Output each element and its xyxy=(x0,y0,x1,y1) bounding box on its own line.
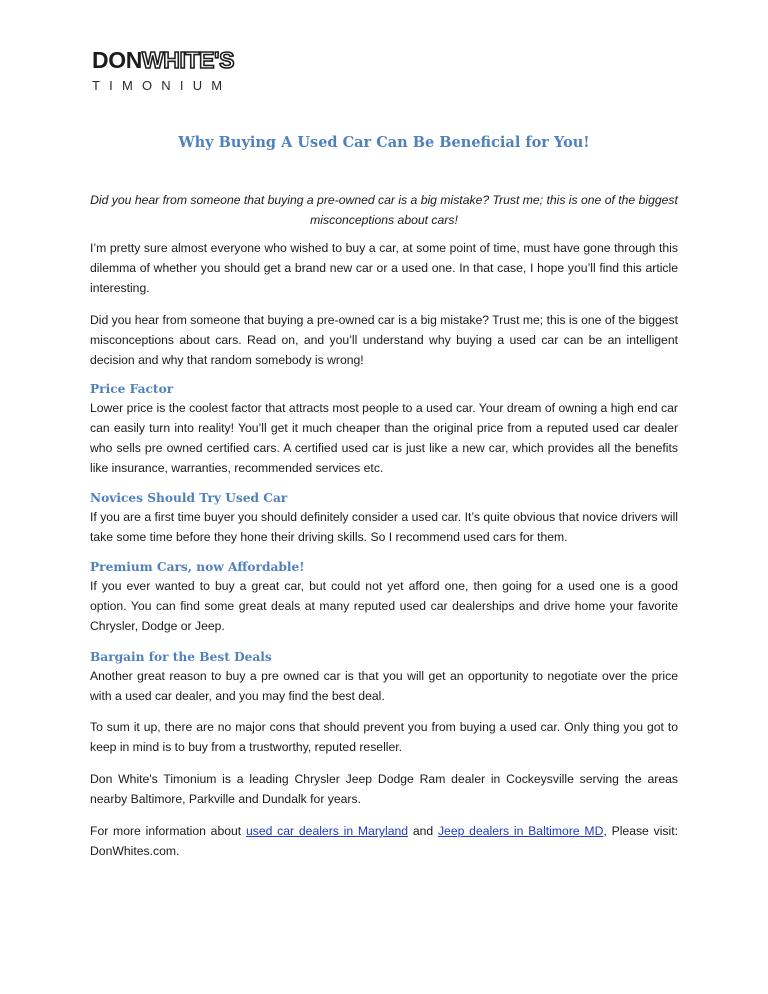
paragraph-about-dealer: Don White's Timonium is a leading Chrysler Jeep Dodge Ram dealer in Cockeysville serving the areas nearby Baltimore, Parkville and Dundalk for years. xyxy=(90,772,678,806)
more-info-suffix: , Please visit: DonWhites.com. xyxy=(90,824,678,858)
heading-price-factor: Price Factor xyxy=(90,382,174,396)
paragraph-bargain: Another great reason to buy a pre owned car is that you will get an opportunity to negotiate over the price with a used car dealer, and you may find the best deal. xyxy=(90,669,678,703)
don-whites-timonium-logo xyxy=(92,46,252,102)
logo-don-text: DON xyxy=(92,47,142,73)
intro-paragraph: Did you hear from someone that buying a pre-owned car is a big mistake? Trust me; this is one of the biggest misconceptions about cars! xyxy=(90,193,678,227)
heading-bargain: Bargain for the Best Deals xyxy=(90,650,272,664)
paragraph-misconception: Did you hear from someone that buying a pre-owned car is a big mistake? Trust me; this is one of the biggest misconceptions about cars. Read on, and you’ll understand why buying a used car can be an intelligent decision and why that random somebody is wrong! xyxy=(90,313,679,367)
heading-novices: Novices Should Try Used Car xyxy=(90,491,288,505)
more-info-middle: and xyxy=(408,824,438,838)
logo-wordmark xyxy=(92,46,252,74)
article-title: Why Buying A Used Car Can Be Beneficial for You! xyxy=(178,134,590,151)
link-jeep-dealers-baltimore[interactable]: Jeep dealers in Baltimore MD xyxy=(437,824,604,838)
paragraph-more-info xyxy=(90,822,678,862)
paragraph-intro-dilemma: I’m pretty sure almost everyone who wished to buy a car, at some point of time, must have gone through this dilemma of whether you should get a brand new car or a used one. In that case, I hope you’ll find this article interesting. xyxy=(90,241,678,295)
link-used-car-dealers-maryland[interactable]: used car dealers in Maryland xyxy=(245,824,409,838)
paragraph-price-factor: Lower price is the coolest factor that attracts most people to a used car. Your dream of owning a high end car can easily turn into reality! You’ll get it much cheaper than the original price from a reputed used car dealer who sells pre owned certified cars. A certified used car is just like a new car, which provides all the benefits like insurance, warranties, recommended services etc. xyxy=(90,401,678,475)
logo-whites-text: WHITE'S xyxy=(141,47,235,73)
paragraph-conclusion: To sum it up, there are no major cons that should prevent you from buying a used car. Only thing you got to keep in mind is to buy from a trustworthy, reputed reseller. xyxy=(90,720,678,754)
heading-premium-cars: Premium Cars, now Affordable! xyxy=(90,560,305,574)
more-info-prefix: For more information about xyxy=(90,824,246,838)
paragraph-novices: If you are a first time buyer you should definitely consider a used car. It’s quite obvious that novice drivers will take some time before they hone their driving skills. So I recommend used cars for them. xyxy=(90,510,678,544)
logo-location-text: TIMONIUM xyxy=(92,78,232,93)
paragraph-premium-cars: If you ever wanted to buy a great car, but could not yet afford one, then going for a used one is a good option. You can find some great deals at many reputed used car dealerships and drive home your favorite Chrysler, Dodge or Jeep. xyxy=(90,579,678,633)
